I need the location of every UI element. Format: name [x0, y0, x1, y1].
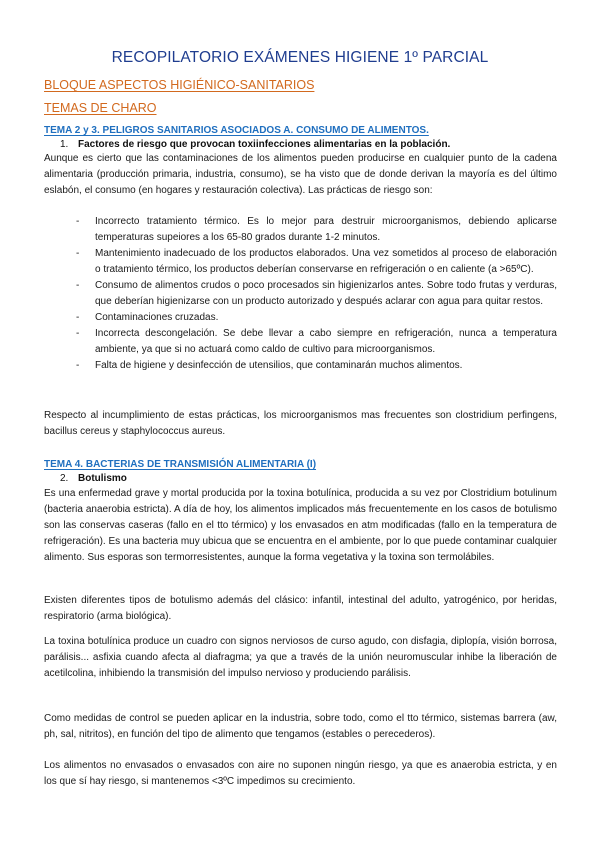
botulism-paragraph-2: Existen diferentes tipos de botulismo además del clásico: infantil, intestinal del adulto, yatrogénico, por heridas, respiratorio (arma biológica).: [44, 595, 557, 622]
dash-marker: -: [76, 216, 80, 227]
dash-marker: -: [76, 360, 80, 371]
list-item-text: Falta de higiene y desinfección de utensilios, que contaminarán muchos alimentos.: [95, 360, 463, 371]
list-item: [76, 278, 557, 310]
dash-marker: -: [76, 328, 80, 339]
risk-practices-list: [76, 214, 557, 374]
subblock-heading: TEMAS DE CHARO: [44, 101, 157, 115]
list-item-text: Mantenimiento inadecuado de los productos elaborados. Una vez sometidos al proceso de elaboración o tratamiento térmico, los productos deberían conservarse en refrigeración o en caliente (a >65ºC).: [95, 248, 557, 275]
section2-item-number: 2.: [60, 473, 69, 484]
dash-marker: -: [76, 248, 80, 259]
botulism-paragraph-5: Los alimentos no envasados o envasados con aire no suponen ningún riesgo, ya que es anaerobia estricta, y en los que sí hay riesgo, si mantenemos <3ºC impedimos su crecimiento.: [44, 760, 557, 787]
botulism-paragraph-1: Es una enfermedad grave y mortal producida por la toxina botulínica, producida a su vez por Clostridium botulinum (bacteria anaerobia estricta). A día de hoy, los alimentos implicados más frecuentemente en los casos de botulismo son las conservas caseras (fallo en el tto térmico) y los envasados en atm modificadas (fallo en la temperatura de refrigeración). Es una bacteria muy ubicua que se encuentra en el ambiente, por lo que puede contaminar cualquier alimento. Sus esporas son termorresistentes, aunque la forma vegetativa y la toxina son termolábiles.: [44, 488, 557, 563]
section1-conclusion: Respecto al incumplimiento de estas prácticas, los microorganismos mas frecuentes son clostridium perfingens, bacillus cereus y staphylococcus aureus.: [44, 410, 557, 437]
dash-marker: -: [76, 312, 80, 323]
block-heading: BLOQUE ASPECTOS HIGIÉNICO-SANITARIOS: [44, 78, 315, 92]
list-item-text: Contaminaciones cruzadas.: [95, 312, 219, 323]
section2-item: [60, 473, 127, 484]
section1-intro: Aunque es cierto que las contaminaciones de los alimentos pueden producirse en cualquier punto de la cadena alimentaria (producción primaria, industria, consumo), se ha visto que de donde derivan la mayoría es del último eslabón, el consumo (en hogares y restauración colectiva). Las prácticas de riesgo son:: [44, 153, 557, 196]
botulism-paragraph-4: Como medidas de control se pueden aplicar en la industria, sobre todo, como el tto térmico, sistemas barrera (aw, ph, sal, nitritos), en función del tipo de alimento que tengamos (estables o perecederos).: [44, 713, 557, 740]
page-title: RECOPILATORIO EXÁMENES HIGIENE 1º PARCIAL: [111, 49, 489, 66]
section1-item: [60, 139, 450, 150]
list-item: [76, 310, 557, 326]
list-item-text: Consumo de alimentos crudos o poco procesados sin higienizarlos antes. Sobre todo frutas y verduras, que deberían higienizarse con un producto autorizado y después aclarar con agua para quitar restos.: [95, 280, 557, 307]
dash-marker: -: [76, 280, 80, 291]
list-item: [76, 326, 557, 358]
list-item-text: Incorrecta descongelación. Se debe llevar a cabo siempre en refrigeración, nunca a temperatura ambiente, ya que si no actuará como caldo de cultivo para microorganismos.: [95, 328, 557, 355]
section1-heading: TEMA 2 y 3. PELIGROS SANITARIOS ASOCIADOS A. CONSUMO DE ALIMENTOS.: [44, 125, 429, 136]
list-item-text: Incorrecto tratamiento térmico. Es lo mejor para destruir microorganismos, debiendo aplicarse temperaturas supeiores a los 65-80 grados durante 1-2 minutos.: [95, 216, 557, 243]
section2-heading: TEMA 4. BACTERIAS DE TRANSMISIÓN ALIMENTARIA (I): [44, 459, 317, 470]
section2-item-title: Botulismo: [78, 473, 127, 484]
list-item: [76, 246, 557, 278]
list-item: [76, 358, 557, 374]
section1-item-number: 1.: [60, 139, 69, 150]
section1-item-title: Factores de riesgo que provocan toxiinfecciones alimentarias en la población.: [78, 139, 451, 150]
botulism-paragraph-3: La toxina botulínica produce un cuadro con signos nerviosos de curso agudo, con disfagia, diplopía, visión borrosa, parálisis... asfixia cuando afecta al diafragma; ya que a través de la unión neuromuscular inhibe la liberación de acetilcolina, inhibiendo la transmisión del impulso nervioso y produciendo parálisis.: [44, 636, 557, 679]
list-item: [76, 214, 557, 246]
